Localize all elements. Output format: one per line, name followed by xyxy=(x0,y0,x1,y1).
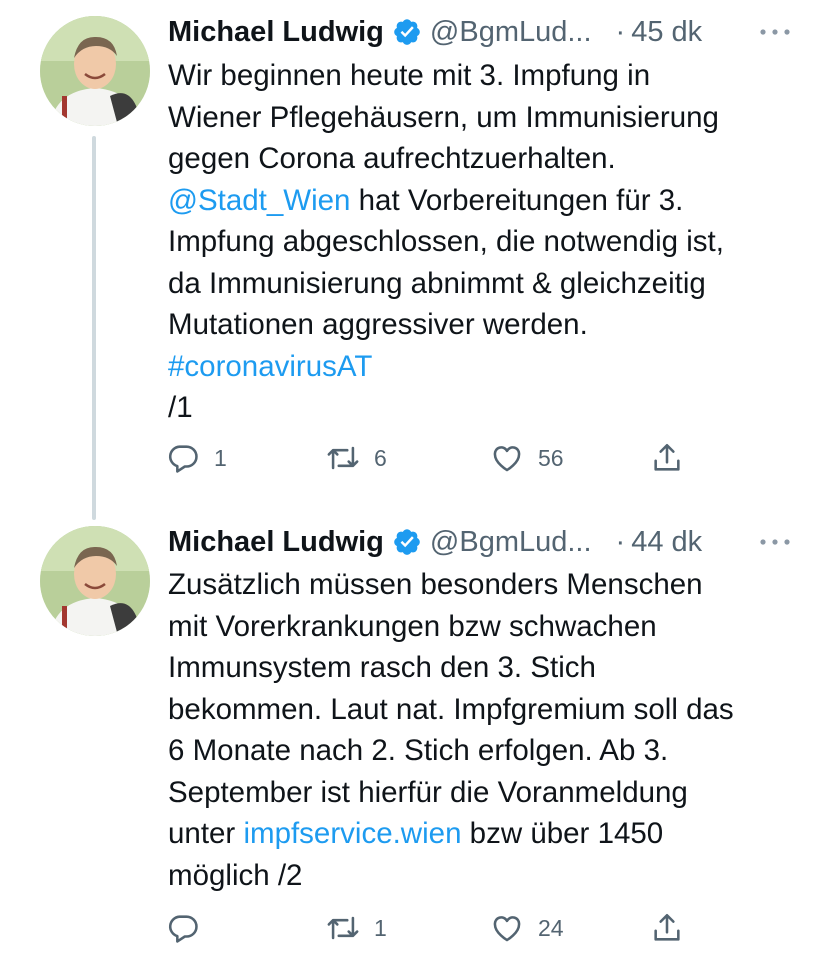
text-line: Mutationen aggressiver werden. xyxy=(168,308,588,341)
retweet-icon xyxy=(326,911,360,945)
author-name[interactable]: Michael Ludwig xyxy=(168,15,384,48)
mention-link[interactable]: @Stadt_Wien xyxy=(168,183,351,217)
avatar[interactable] xyxy=(40,526,150,636)
text-line: Zusätzlich müssen besonders Menschen xyxy=(168,568,703,601)
retweet-icon xyxy=(326,441,360,475)
more-dots-icon[interactable] xyxy=(758,18,792,46)
text-line: möglich /2 xyxy=(168,858,303,892)
reply-button[interactable] xyxy=(166,438,227,478)
verified-badge-icon xyxy=(392,527,422,557)
retweet-button[interactable] xyxy=(326,908,387,948)
retweet-count: 6 xyxy=(374,444,387,471)
share-icon xyxy=(650,441,684,475)
reply-button[interactable] xyxy=(166,908,200,948)
tweet-2[interactable] xyxy=(0,510,828,953)
retweet-count: 1 xyxy=(374,914,387,941)
separator-dot: · xyxy=(615,15,626,48)
text-line xyxy=(168,180,798,222)
tweet-header xyxy=(168,522,828,562)
hashtag-link[interactable]: #coronavirusAT xyxy=(168,349,373,383)
tweet-actions xyxy=(166,908,726,948)
timestamp[interactable]: 44 dk xyxy=(631,525,703,558)
avatar[interactable] xyxy=(40,16,150,126)
tweet-text xyxy=(168,564,798,896)
text-line xyxy=(168,346,798,388)
tweet-text xyxy=(168,55,798,429)
separator-dot: · xyxy=(615,525,626,558)
text-fragment: hat Vorbereitungen für 3. xyxy=(350,183,684,217)
text-fragment: unter xyxy=(168,817,244,850)
url-link[interactable]: impfservice.wien xyxy=(243,817,462,850)
text-line: September ist hierfür die Voranmeldung xyxy=(168,775,688,809)
text-line: 6 Monate nach 2. Stich erfolgen. Ab 3. xyxy=(168,734,669,767)
share-button[interactable] xyxy=(650,438,684,478)
timestamp[interactable]: 45 dk xyxy=(631,15,703,48)
share-button[interactable] xyxy=(650,908,684,948)
like-count: 24 xyxy=(538,914,564,941)
text-line: /1 xyxy=(168,391,193,424)
more-dots-icon[interactable] xyxy=(758,528,792,556)
profile-photo-icon xyxy=(40,526,150,636)
author-handle[interactable]: @BgmLud... xyxy=(429,525,592,558)
reply-count: 1 xyxy=(214,444,227,471)
reply-bubble-icon xyxy=(166,911,200,945)
like-button[interactable] xyxy=(490,908,564,948)
author-name[interactable]: Michael Ludwig xyxy=(168,525,384,558)
text-line: bekommen. Laut nat. Impfgremium soll das xyxy=(168,692,734,726)
retweet-button[interactable] xyxy=(326,438,387,478)
heart-icon xyxy=(490,441,524,475)
text-fragment: bzw über 1450 xyxy=(461,817,664,850)
heart-icon xyxy=(490,911,524,945)
text-line: Wiener Pflegehäusern, um Immunisierung xyxy=(168,100,719,134)
tweet-header xyxy=(168,12,828,52)
reply-bubble-icon xyxy=(166,441,200,475)
tweet-actions xyxy=(166,438,726,478)
text-line: gegen Corona aufrechtzuerhalten. xyxy=(168,142,616,175)
share-icon xyxy=(650,911,684,945)
like-button[interactable] xyxy=(490,438,564,478)
text-line: Impfung abgeschlossen, die notwendig ist, xyxy=(168,225,724,258)
text-line: da Immunisierung abnimmt & gleichzeitig xyxy=(168,266,706,300)
author-handle[interactable]: @BgmLud... xyxy=(429,15,592,48)
thread-connector-line xyxy=(92,136,96,520)
profile-photo-icon xyxy=(40,16,150,126)
text-line xyxy=(168,813,798,855)
verified-badge-icon xyxy=(392,17,422,47)
like-count: 56 xyxy=(538,444,564,471)
text-line: mit Vorerkrankungen bzw schwachen xyxy=(168,609,657,643)
text-line: Wir beginnen heute mit 3. Impfung in xyxy=(168,59,651,92)
text-line: Immunsystem rasch den 3. Stich xyxy=(168,651,596,684)
